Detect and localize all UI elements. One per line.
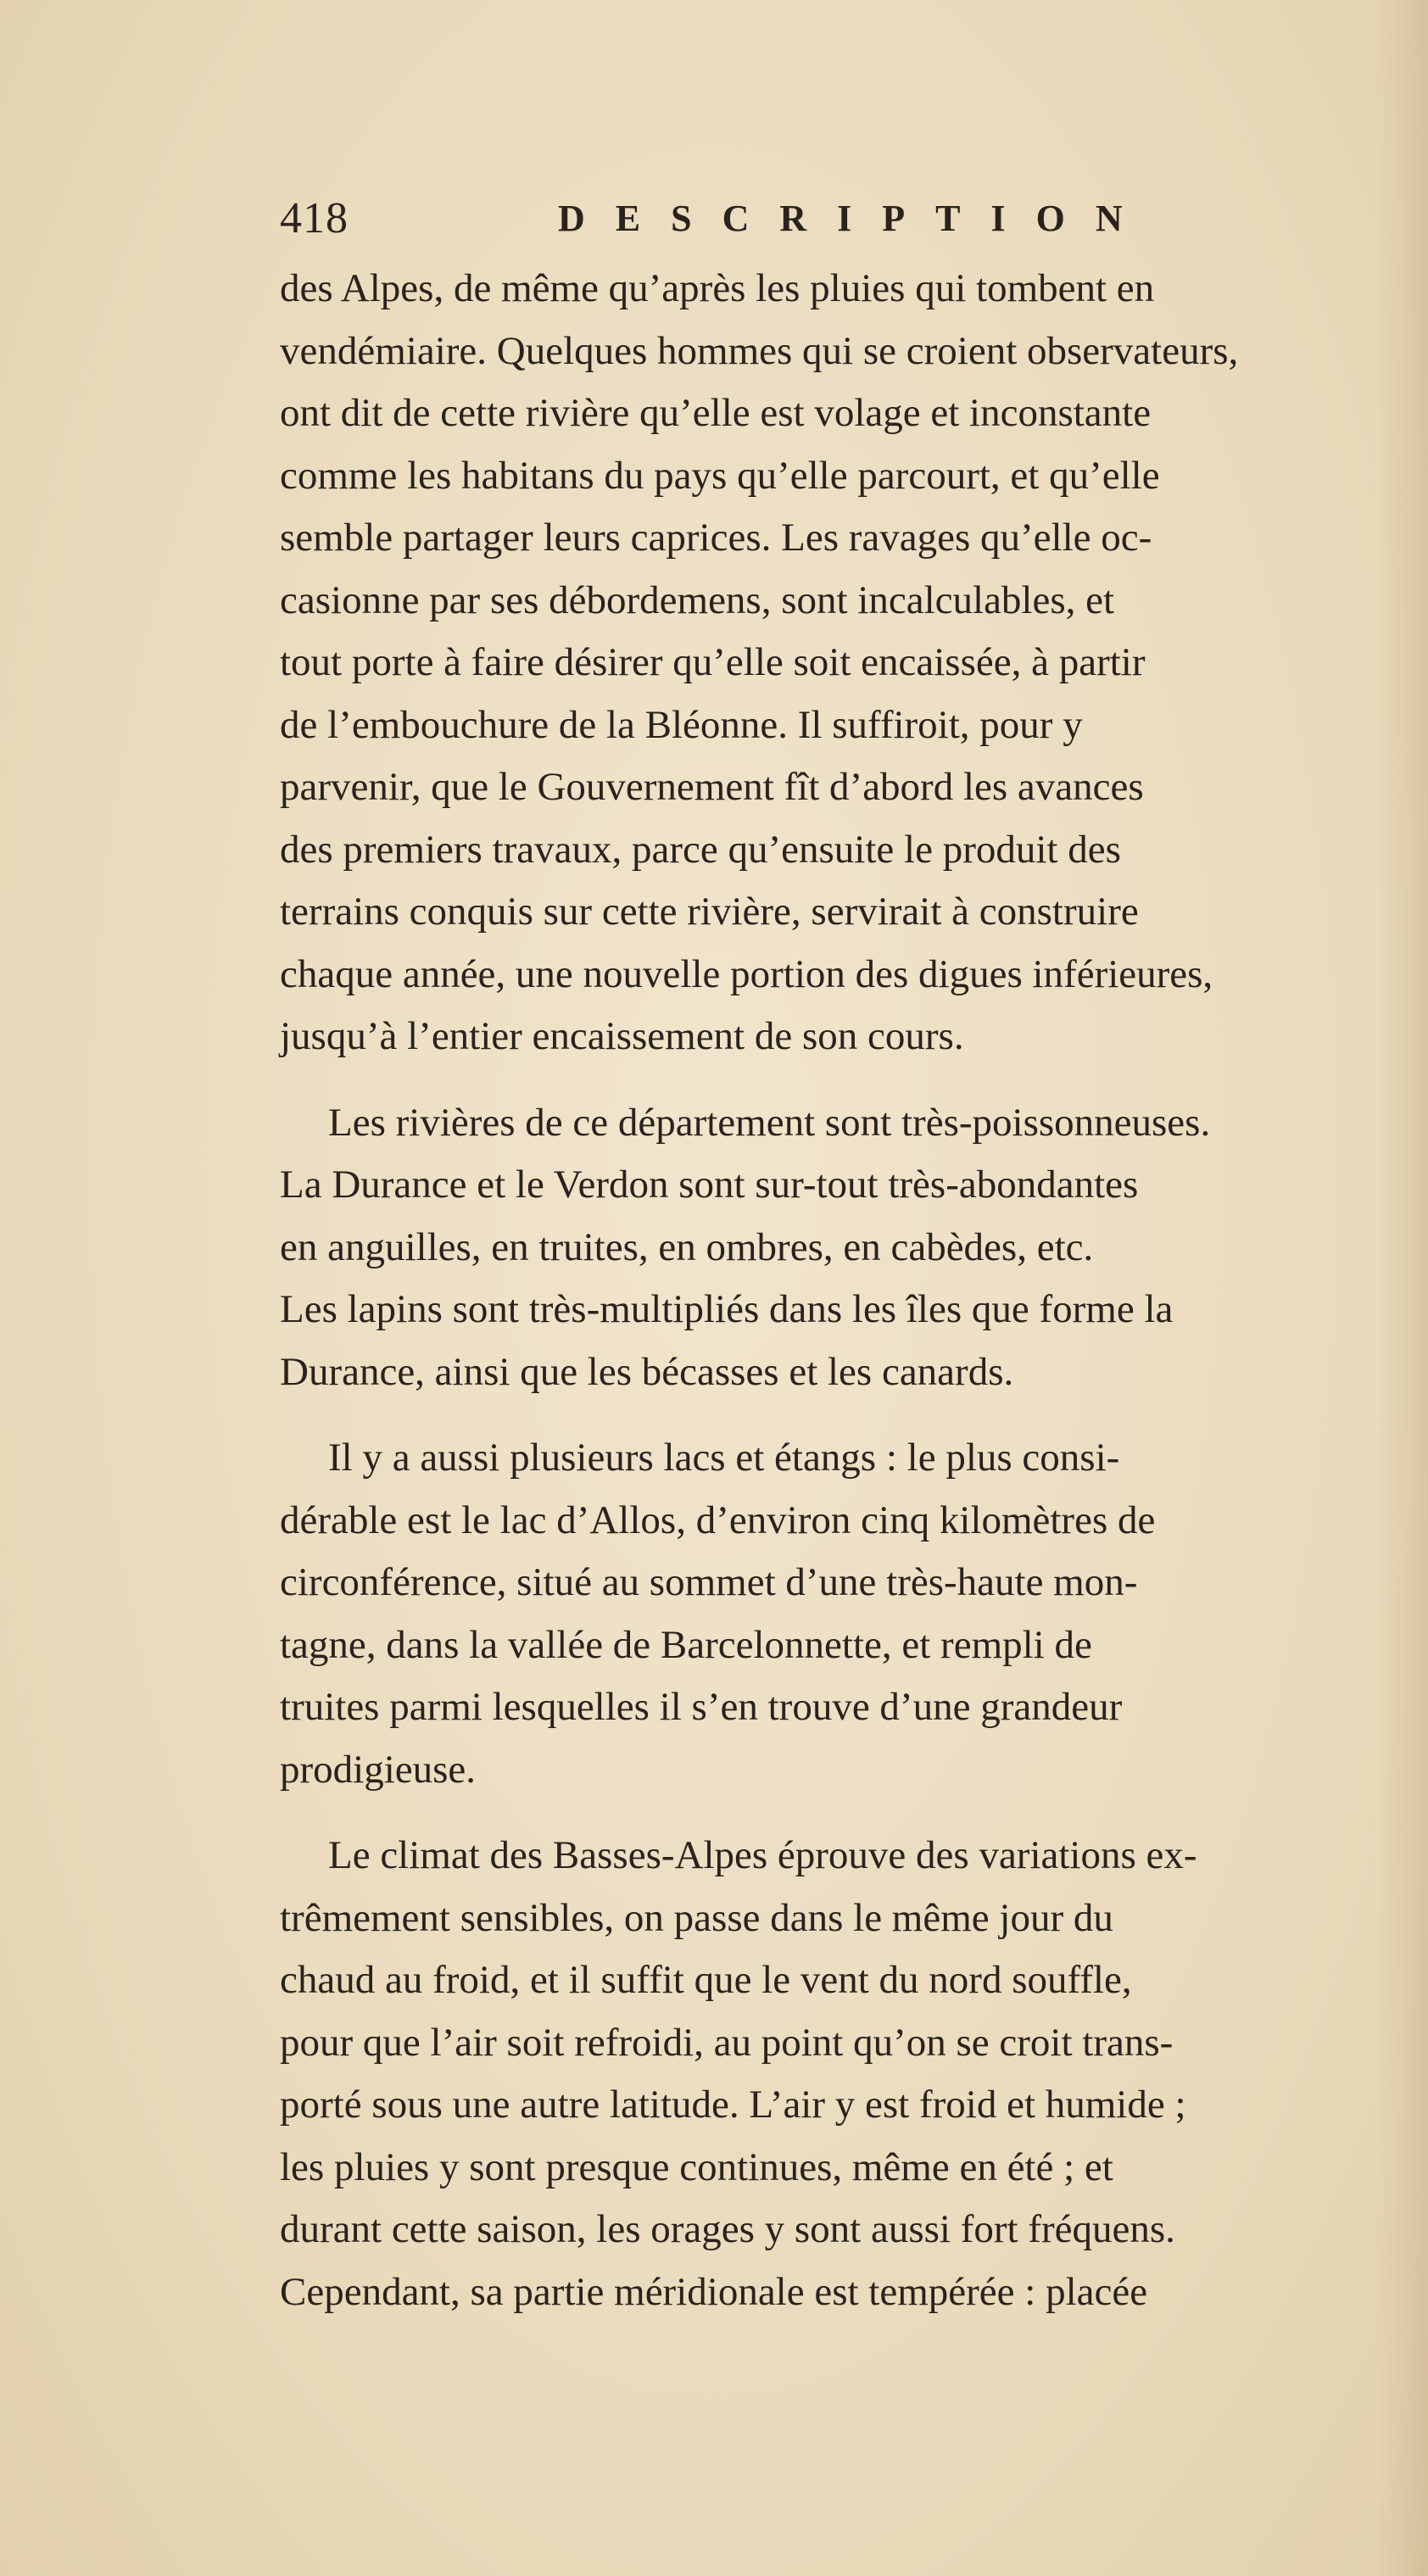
text-line: Cependant, sa partie méridionale est tempérée : placée xyxy=(280,2269,1148,2314)
text-line: truites parmi lesquelles il s’en trouve d’une grandeur xyxy=(280,1685,1123,1729)
text-line: tagne, dans la vallée de Barcelonnette, et rempli de xyxy=(280,1622,1092,1667)
page-number: 418 xyxy=(280,194,349,243)
text-line: casionne par ses débordemens, sont incalculables, et xyxy=(280,577,1115,622)
paragraph-climate xyxy=(280,1825,1428,2323)
text-line: durant cette saison, les orages y sont aussi fort fréquens. xyxy=(280,2207,1175,2251)
text-line: porté sous une autre latitude. L’air y est froid et humide ; xyxy=(280,2083,1186,2127)
running-title: DESCRIPTION xyxy=(558,198,1153,239)
text-line: Les lapins sont très-multipliés dans les îles que forme la xyxy=(280,1287,1174,1331)
text-line: comme les habitans du pays qu’elle parcourt, et qu’elle xyxy=(280,453,1160,498)
paragraph-durance xyxy=(280,258,1428,1068)
text-line: vendémiaire. Quelques hommes qui se croient observateurs, xyxy=(280,328,1239,373)
text-line: jusqu’à l’entier encaissement de son cours. xyxy=(280,1014,964,1058)
paragraph-gap xyxy=(280,1403,1428,1427)
text-line: prodigieuse. xyxy=(280,1747,477,1792)
text-line: Les rivières de ce département sont très-poissonneuses. xyxy=(328,1100,1211,1145)
text-line: des premiers travaux, parce qu’ensuite le produit des xyxy=(280,827,1121,872)
text-line: tout porte à faire désirer qu’elle soit encaissée, à partir xyxy=(280,640,1146,684)
text-line: chaud au froid, et il suffit que le vent du nord souffle, xyxy=(280,1958,1132,2002)
text-line: terrains conquis sur cette rivière, servirait à construire xyxy=(280,889,1139,934)
text-line: de l’embouchure de la Bléonne. Il suffiroit, pour y xyxy=(280,702,1083,747)
text-line: Le climat des Basses-Alpes éprouve des variations ex- xyxy=(328,1833,1197,1877)
text-line: La Durance et le Verdon sont sur-tout très-abondantes xyxy=(280,1163,1139,1207)
page-header xyxy=(280,193,1179,253)
paragraph-rivers xyxy=(280,1092,1428,1404)
text-line: semble partager leurs caprices. Les ravages qu’elle oc- xyxy=(280,516,1152,560)
text-line: des Alpes, de même qu’après les pluies qui tombent en xyxy=(280,266,1155,310)
text-line: ont dit de cette rivière qu’elle est volage et inconstante xyxy=(280,391,1152,435)
text-line: chaque année, une nouvelle portion des digues inférieures, xyxy=(280,951,1213,996)
text-line: en anguilles, en truites, en ombres, en cabèdes, etc. xyxy=(280,1224,1094,1269)
text-line: pour que l’air soit refroidi, au point qu’on se croit trans- xyxy=(280,2020,1174,2065)
text-line: parvenir, que le Gouvernement fît d’abord les avances xyxy=(280,765,1144,809)
body-text xyxy=(280,258,1428,2323)
text-line: trêmement sensibles, on passe dans le même jour du xyxy=(280,1895,1113,1940)
text-line: Il y a aussi plusieurs lacs et étangs : le plus consi- xyxy=(328,1436,1120,1480)
text-line: dérable est le lac d’Allos, d’environ cinq kilomètres de xyxy=(280,1497,1156,1542)
paragraph-gap xyxy=(280,1801,1428,1825)
paragraph-gap xyxy=(280,1068,1428,1092)
text-line: circonférence, situé au sommet d’une très-haute mon- xyxy=(280,1560,1138,1604)
text-line: Durance, ainsi que les bécasses et les canards. xyxy=(280,1349,1014,1394)
text-line: les pluies y sont presque continues, même en été ; et xyxy=(280,2144,1113,2189)
paragraph-lakes xyxy=(280,1427,1428,1801)
